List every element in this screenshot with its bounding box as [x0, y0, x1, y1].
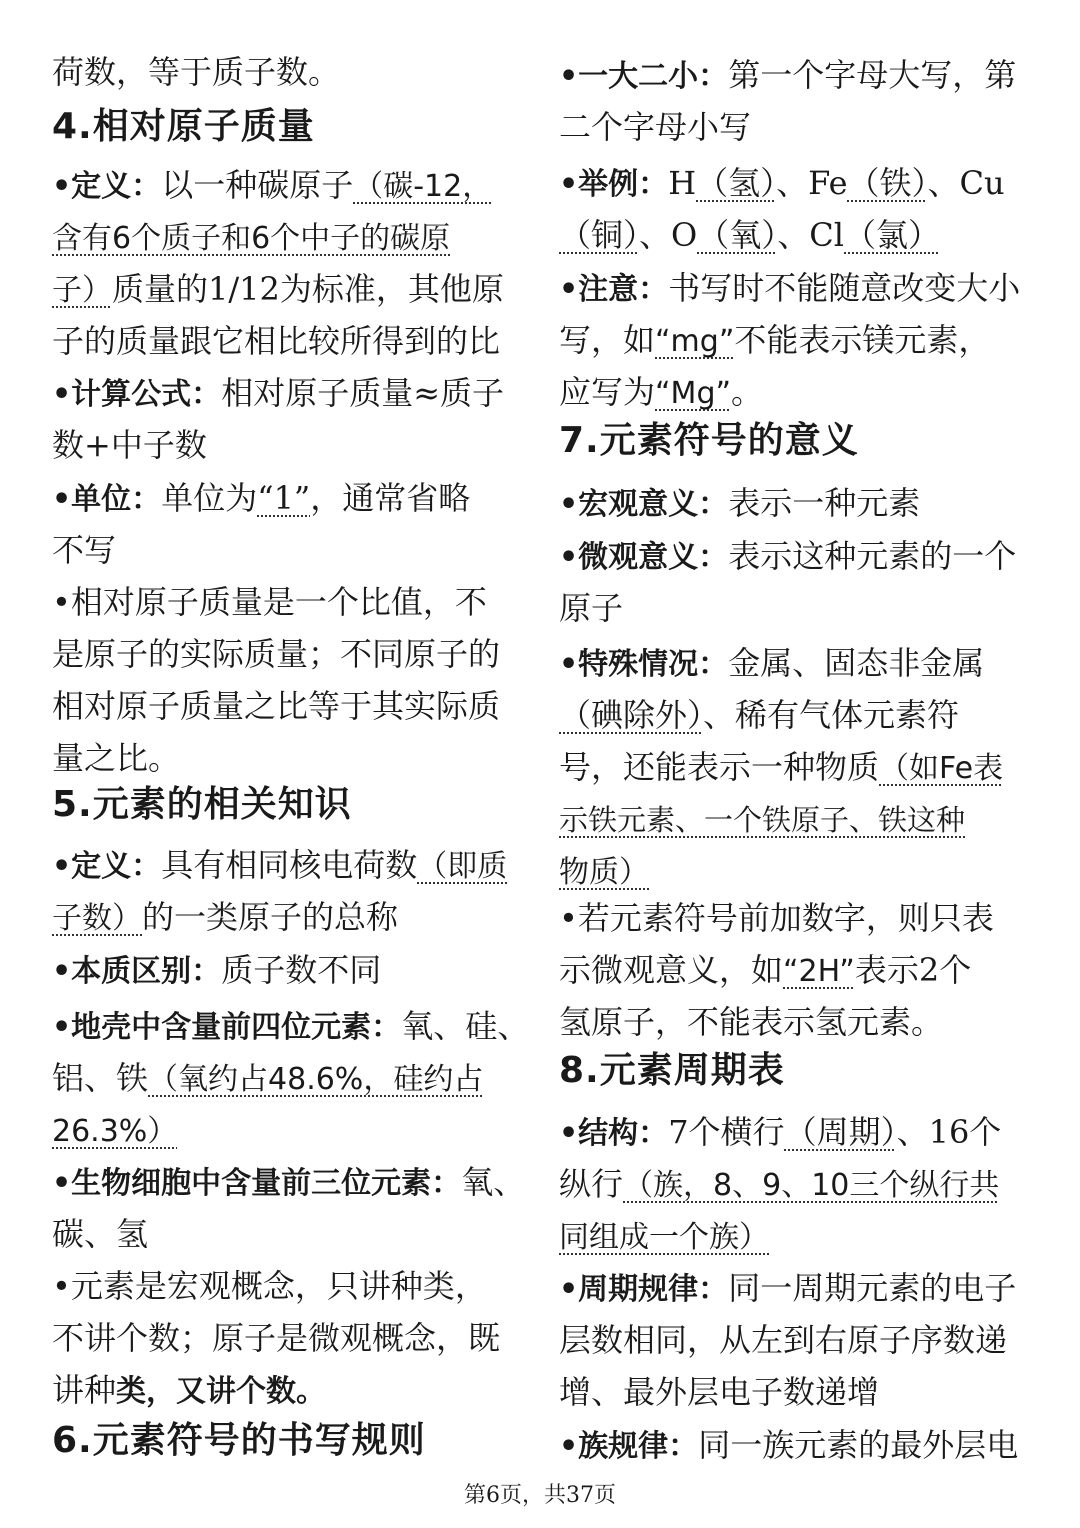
text-line: 子）质量的1/12为标准，其他原	[52, 270, 504, 308]
text-line: •计算公式：相对原子质量≈质子	[52, 374, 505, 412]
text-line: 不讲个数；原子是微观概念，既	[52, 1319, 501, 1357]
text-line: •生物细胞中含量前三位元素：氧、	[52, 1163, 526, 1201]
text-line: 二个字母小写	[559, 108, 752, 146]
text-line: 26.3%）	[52, 1114, 178, 1149]
text-line: •特殊情况：金属、固态非金属	[559, 644, 985, 682]
text-line: （铜）、O（氧）、Cl（氯）	[559, 216, 941, 254]
text-line: •相对原子质量是一个比值，不	[52, 583, 487, 621]
text-line: 子数）的一类原子的总称	[52, 898, 399, 936]
section-heading-4: 4.相对原子质量	[52, 106, 315, 147]
text-line: •微观意义：表示这种元素的一个	[559, 537, 1017, 575]
text-line: •定义：具有相同核电荷数（即质	[52, 846, 508, 884]
section-heading-5: 5.元素的相关知识	[52, 784, 352, 825]
text-line: 同组成一个族）	[559, 1220, 769, 1255]
text-line: 量之比。	[52, 739, 181, 777]
text-line: 应写为“Mg”。	[559, 373, 764, 411]
text-line: •一大二小：第一个字母大写，第	[559, 56, 1017, 94]
section-heading-8: 8.元素周期表	[559, 1050, 785, 1091]
text-line: 纵行（族，8、9、10三个纵行共	[559, 1165, 1000, 1203]
text-line: 写，如“mg”不能表示镁元素，	[559, 321, 991, 359]
text-line: •周期规律：同一周期元素的电子	[559, 1269, 1017, 1307]
text-line: •举例：H（氢）、Fe（铁）、Cu	[559, 164, 1005, 202]
text-line: 物质）	[559, 855, 649, 890]
text-line: 不写	[52, 531, 117, 569]
text-line: 原子	[559, 589, 624, 627]
text-line: 增、最外层电子数递增	[559, 1373, 880, 1411]
text-line: 示铁元素、一个铁原子、铁这种	[559, 803, 966, 837]
text-line: （碘除外）、稀有气体元素符	[559, 696, 960, 734]
text-line: •族规律：同一族元素的最外层电	[559, 1426, 1019, 1464]
section-heading-6: 6.元素符号的书写规则	[52, 1420, 426, 1461]
text-line: •注意：书写时不能随意改变大小	[559, 269, 1021, 307]
text-line: •宏观意义：表示一种元素	[559, 484, 921, 522]
text-line: •元素是宏观概念，只讲种类，	[52, 1267, 487, 1305]
text-line: •结构：7个横行（周期）、16个	[559, 1113, 1002, 1151]
text-line: 是原子的实际质量；不同原子的	[52, 635, 501, 673]
text-line: •地壳中含量前四位元素：氧、硅、	[52, 1007, 530, 1045]
text-line: 含有6个质子和6个中子的碳原	[52, 221, 451, 256]
text-line: 氢原子，不能表示氢元素。	[559, 1003, 944, 1041]
text-line: •定义：以一种碳原子（碳-12，	[52, 166, 493, 204]
text-line: 号，还能表示一种物质（如Fe表	[559, 748, 1004, 786]
page-number-footer: 第6页，共37页	[464, 1483, 616, 1508]
text-line: 层数相同，从左到右原子序数递	[559, 1321, 1008, 1359]
text-line: 相对原子质量之比等于其实际质	[52, 687, 501, 725]
text-line: 数+中子数	[52, 426, 207, 464]
text-line: 荷数，等于质子数。	[52, 53, 341, 91]
text-line: •若元素符号前加数字，则只表	[559, 899, 994, 937]
text-line: 讲种类，又讲个数。	[52, 1371, 327, 1409]
text-line: 铝、铁（氧约占48.6%，硅约占	[52, 1059, 484, 1097]
text-line: 示微观意义，如“2H”表示2个	[559, 951, 972, 989]
text-line: 碳、氢	[52, 1215, 149, 1253]
text-line: 子的质量跟它相比较所得到的比	[52, 322, 501, 360]
section-heading-7: 7.元素符号的意义	[559, 420, 859, 461]
text-line: •本质区别：质子数不同	[52, 951, 382, 989]
text-line: •单位：单位为“1”，通常省略	[52, 479, 471, 517]
